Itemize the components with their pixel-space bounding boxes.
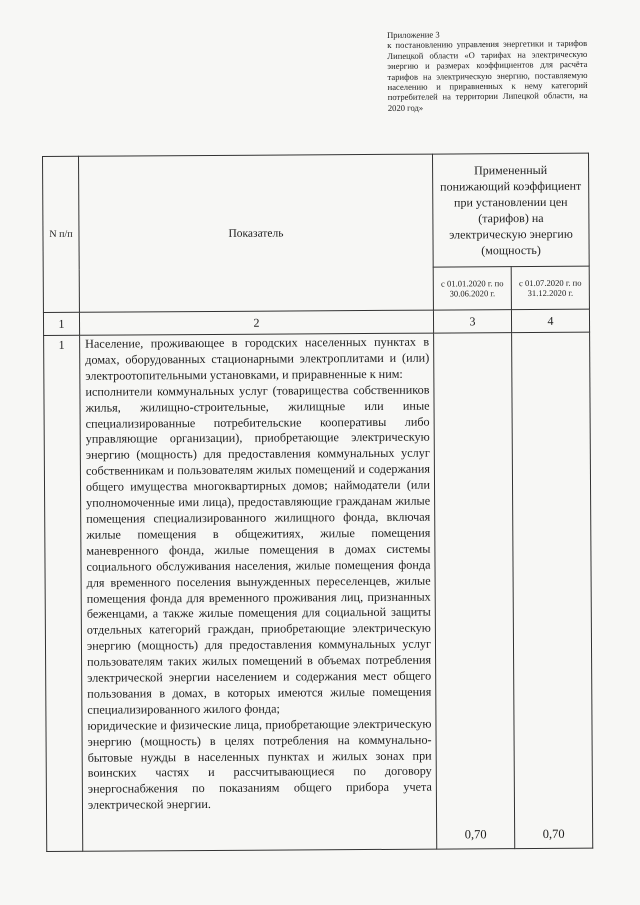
appendix-note (387, 28, 588, 113)
header-number: N п/п (43, 156, 80, 312)
table-row (44, 332, 593, 851)
row-number: 1 (44, 335, 83, 851)
indicator-paragraph: юридические и физические лица, приобретающие электрическую энергию (мощность) в целях потребления на коммунально-бытовые нужды в населенных пунктах и жилых зонах при воинских частях и рассчитывающиеся по договору энергоснабжения по показаниям общего прибора учета электрической энергии. (87, 716, 432, 813)
appendix-title: Приложение 3 (387, 29, 440, 40)
column-number: 3 (433, 310, 511, 333)
column-number: 1 (43, 312, 79, 335)
indicator-paragraph: исполнители коммунальных услуг (товарищества собственников жилья, жилищно-строительные, жилищные или иные специализированные потребительские кооперативы либо управляющие организации), приобретающие электрическую энергию (мощность) для предоставления коммунальных услуг собственникам и пользователям жилых помещений и содержания общего имущества многоквартирных домов; наймодатели (или уполномоченные ими лица), предоставляющие гражданам жилые помещения специализированного жилищного фонда, включая жилые помещения в общежитиях, жилые помещения маневренного фонда, жилые помещения в домах системы социального обслуживания населения, жилые помещения фонда для временного поселения вынужденных переселенцев, жилые помещения фонда для временного проживания лиц, признанных беженцами, а также жилые помещения для социальной защиты отдельных категорий граждан, приобретающие электрическую энергию (мощность) для предоставления коммунальных услуг пользователям таких жилых помещений в объемах потребления электрической энергии населением и содержания мест общего пользования в домах, в которых имеются жилые помещения специализированного жилого фонда; (85, 382, 432, 717)
coefficient-value-2: 0,70 (512, 332, 593, 848)
row-indicator (80, 333, 437, 851)
appendix-reference: к постановлению управления энергетики и тарифов Липецкой области «О тарифах на электрическую энергию и размерах коэффициентов для расчёта тарифов на электрическую энергию, поставляемую населению и приравненных к нему категорий потребителей на территории Липецкой области, на 2020 год» (387, 38, 588, 113)
header-period-1: с 01.01.2020 г. по 30.06.2020 г. (433, 267, 511, 310)
coefficients-table (42, 153, 593, 852)
header-indicator: Показатель (79, 154, 434, 312)
table-header-row (43, 153, 590, 269)
column-number: 4 (511, 309, 589, 332)
column-number-row (43, 309, 589, 335)
indicator-paragraph: Население, проживающее в городских населенных пунктах в домах, оборудованных стационарными электроплитами и (или) электроотопительными установками, и приравненные к ним: (85, 334, 430, 383)
coefficient-value-1: 0,70 (434, 333, 515, 849)
header-period-2: с 01.07.2020 г. по 31.12.2020 г. (511, 266, 589, 309)
column-number: 2 (79, 310, 433, 335)
header-coefficient: Примененный понижающий коэффициент при установлении цен (тарифов) на электрическую энергию (мощность) (432, 153, 589, 267)
